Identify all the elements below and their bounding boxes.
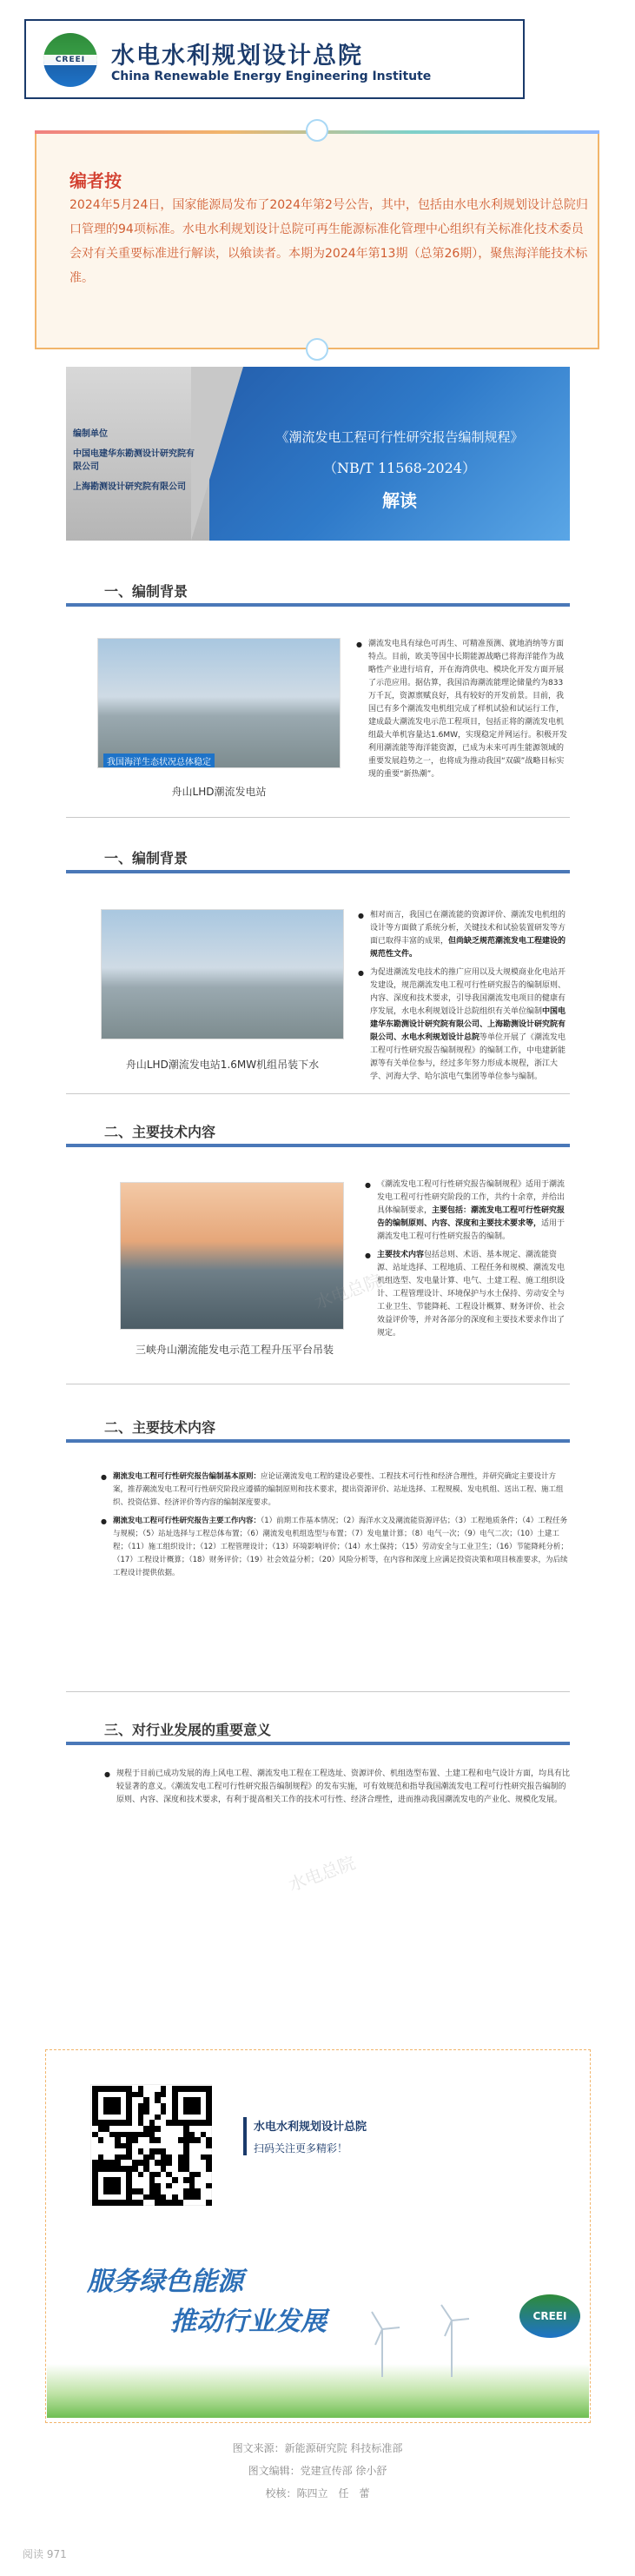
qr-module [189,2172,195,2178]
qr-module [92,2103,98,2109]
banner-subtitle: 解读 [382,490,417,511]
qr-module [109,2120,116,2126]
qr-module [121,2143,127,2149]
qr-module [195,2194,201,2201]
qr-module [206,2120,212,2126]
qr-module [206,2166,212,2172]
qr-module [172,2177,178,2183]
qr-module [178,2120,184,2126]
qr-module [143,2103,149,2109]
qr-module [149,2120,155,2126]
credit-proof: 校核：陈四立 任 蕾 [265,2487,370,2500]
qr-module [121,2154,127,2161]
section-divider [66,1144,570,1147]
decor-circle-icon [306,119,328,142]
qr-module [206,2183,212,2189]
qr-module [206,2200,212,2206]
creei-logo-icon [43,33,97,87]
qr-module [149,2172,155,2178]
qr-module [138,2160,144,2166]
banner-divider [191,367,243,541]
qr-module [109,2086,116,2092]
qr-module [109,2108,116,2115]
bullet-item [104,1768,570,1807]
qr-module [149,2194,155,2201]
crane-platform-photo [120,1182,344,1330]
qr-module [155,2172,161,2178]
qr-module [206,2092,212,2098]
section-title: 二、主要技术内容 [104,1124,216,1140]
section-end-line [66,1093,570,1094]
qr-module [201,2132,207,2138]
qr-module [166,2200,172,2206]
credit-editor: 图文编辑：党建宣传部 徐小舒 [248,2465,387,2477]
bullet-item [356,638,569,781]
qr-module [178,2160,184,2166]
section-end-line [66,817,570,818]
bullet-bold: 主要技术内容 [377,1251,425,1259]
decor-circle-icon [306,338,328,361]
banner-title: 《潮流发电工程可行性研究报告编制规程》 [275,429,524,445]
photo-tag: 我国海洋生态状况总体稳定 [103,754,215,768]
bullet-bold: 中国电建华东勘测设计研究院有限公司、上海勘测设计研究院有限公司、水电水利规划设计总院 [370,1007,566,1042]
qr-module [206,2160,212,2166]
qr-module [121,2120,127,2126]
org-name-en: China Renewable Energy Engineering Institute [111,70,432,83]
qr-module [149,2154,155,2161]
bullet-item [101,1471,570,1510]
section-bullets [358,909,571,1089]
qr-module [172,2194,178,2201]
qr-module [183,2154,189,2161]
unit-1: 中国电建华东勘测设计研究院有限公司 [73,449,195,472]
bullet-bold: 主要包括：潮流发电工程可行性研究报告的编制原则、内容、深度和主要技术要求等， [377,1206,566,1228]
qr-module [155,2115,161,2121]
qr-module [98,2160,104,2166]
qr-module [121,2132,127,2138]
read-count: 阅读 971 [23,2548,67,2560]
editor-note-body: 2024年5月24日，国家能源局发布了2024年第2号公告，其中，包括由水电水利规划设计总院归口管理的94项标准。水电水利规划设计总院可再生能源标准化管理中心组织有关标准化技术委员会对有关重要标准进行解读，以飨读者。本期为2024年第13期（总第26期），聚焦海洋能技术标准。 [69,198,588,285]
qr-module [126,2115,132,2121]
qr-module [155,2137,161,2143]
banner-units [73,428,195,494]
qr-module [92,2132,98,2138]
qr-hint: 扫码关注更多精彩！ [254,2142,348,2154]
bullet-item [358,966,571,1084]
photo-caption: 舟山LHD潮流发电站 [171,786,267,798]
logo-band: CREEI [43,55,97,65]
qr-module [98,2154,104,2161]
qr-module [109,2166,116,2172]
qr-module [189,2132,195,2138]
section-paragraphs [104,1768,570,1812]
qr-module [161,2194,167,2201]
qr-module [109,2200,116,2206]
qr-module [161,2154,167,2161]
qr-module [149,2183,155,2189]
bullet-item [365,1249,570,1340]
qr-module [138,2120,144,2126]
qr-module [109,2103,116,2109]
bullet-text: 适用于潮流发电工程可行性研究报告的编制。 [377,1219,566,1241]
qr-module [115,2160,121,2166]
qr-module [121,2166,127,2172]
qr-module [132,2137,138,2143]
qr-module [138,2103,144,2109]
qr-module [195,2103,201,2109]
bullet-text: 等单位开展了《潮流发电工程可行性研究报告编制规程》的编制工作，中电建新能源等有关单位参与，经过多年努力形成本规程，浙江大学、河海大学、哈尔滨电气集团等单位参与编制。 [370,1033,566,1081]
qr-module [138,2132,144,2138]
section-title: 一、编制背景 [104,850,189,866]
qr-module [166,2154,172,2161]
qr-module [178,2166,184,2172]
watermark: 水电总院 [285,1851,359,1895]
qr-module [178,2137,184,2143]
unit-2: 上海勘测设计研究院有限公司 [73,482,186,492]
banner-standard-code: （NB/T 11568-2024） [323,460,476,476]
qr-module [178,2154,184,2161]
qr-module [92,2092,98,2098]
qr-module [126,2120,132,2126]
qr-module [126,2103,132,2109]
qr-module [143,2108,149,2115]
bullet-item [365,1178,570,1244]
qr-org-name: 水电水利规划设计总院 [254,2121,367,2134]
qr-module [155,2183,161,2189]
qr-module [115,2108,121,2115]
photo-caption: 舟山LHD潮流发电站1.6MW机组吊装下水 [125,1059,320,1071]
bullet-text: 相对而言，我国已在潮流能的资源评价、潮流发电机组的设计等方面做了系统分析，关键技术和试验装置研发等方面已取得丰富的成果， [370,911,566,946]
qr-module [189,2086,195,2092]
credit-source: 图文来源：新能源研究院 科技标准部 [232,2442,403,2454]
qr-module [126,2194,132,2201]
section-divider [66,870,570,873]
bullet-bold: 潮流发电工程可行性研究报告主要工作内容： [113,1517,261,1525]
qr-module [172,2103,178,2109]
section-divider [66,1439,570,1443]
qr-module [201,2120,207,2126]
qr-module [166,2120,172,2126]
qr-module [121,2086,127,2092]
bullet-item [358,909,571,961]
bullet-text: 应论证潮流发电工程的建设必要性、工程技术可行性和经济合理性，并研究确定主要设计方案，推荐潮流发电工程可行性研究阶段应遵循的编制原则和技术要求，提出资源评价、站址选择、工程规模、发电机组、送出工程、施工组织、投资估算、经济评价等内容的编制深度要求。 [113,1472,564,1507]
unit-label: 编制单位 [73,429,108,439]
qr-module [161,2160,167,2166]
qr-module [178,2200,184,2206]
qr-module [126,2183,132,2189]
slogan-line-1: 服务绿色能源 [87,2267,243,2297]
qr-module [115,2188,121,2194]
turbine-lift-photo [101,909,344,1039]
section-title: 一、编制背景 [104,583,189,600]
qr-module [98,2200,104,2206]
qr-module [92,2172,98,2178]
qr-module [109,2132,116,2138]
section-title: 三、对行业发展的重要意义 [104,1722,272,1738]
qr-module [149,2132,155,2138]
qr-module [206,2154,212,2161]
qr-module [195,2137,201,2143]
qr-module [92,2194,98,2201]
qr-module [126,2092,132,2098]
qr-module [178,2086,184,2092]
qr-module [189,2103,195,2109]
qr-module [206,2115,212,2121]
qr-module [161,2200,167,2206]
org-name-cn: 水电水利规划设计总院 [111,43,363,70]
bullet-text: 为促进潮流发电技术的推广应用以及大规模商业化电站开发建设，规范潮流发电工程可行性研究报告的编制原则、内容、深度和技术要求，引导我国潮流发电项目的健康有序发展，水电水利规划设计总院组织有关单位编制 [370,968,566,1016]
qr-module [126,2132,132,2138]
qr-module [161,2108,167,2115]
section-bullets [365,1178,570,1345]
qr-module [98,2120,104,2126]
qr-module [115,2183,121,2189]
qr-module [98,2126,104,2132]
qr-module [189,2137,195,2143]
bullet-text: 潮流发电具有绿色可再生、可精准预测、就地消纳等方面特点。目前，欧美等国中长期能源战略已将海洋能作为战略性产业进行培育，开在海湾供电、模块化开发方面开展了示范应用。据估算，我国沿海潮流能理论储量约为833万千瓦，资源禀赋良好，具有较好的开发前景。目前，我国已有多个潮流发电机组完成了样机试验和试运行工作，建成最大潮流发电示范工程项目，包括正将的潮流发电机组最大单机容量达1.6MW，实现稳定并网运行。积极开发利用潮流能等海洋能资源，已成为未来可再生能源领域的重要发展趋势之一，也将成为推动我国“双碳”战略目标实现的重要“新热潮”。 [368,640,567,779]
watermark: 水电总院 [311,1269,385,1313]
qr-module [189,2194,195,2201]
qr-module [138,2188,144,2194]
qr-module [161,2092,167,2098]
section-bullets [356,638,569,787]
qr-module [115,2103,121,2109]
qr-module [155,2126,161,2132]
qr-module [172,2092,178,2098]
qr-module [109,2188,116,2194]
qr-module [138,2200,144,2206]
qr-module [166,2172,172,2178]
qr-module [161,2103,167,2109]
qr-module [183,2143,189,2149]
qr-module [109,2183,116,2189]
photo-caption: 三峡舟山潮流能发电示范工程升压平台吊装 [135,1344,334,1356]
bullet-text: 包括总则、术语、基本规定、潮流能资源、站址选择、工程地质、工程任务和规模、潮流发电机组选型、发电量计算、电气、土建工程、施工组织设计、工程管理设计、环境保护与水土保持、劳动安全与工业卫生、节能降耗、工程设计概算、财务评价、社会效益评价等，并对各部分的深度和主要技术要求作出了规定。 [377,1251,566,1338]
bullet-bold: 但尚缺乏规范潮流发电工程建设的规范性文件。 [370,937,566,959]
wind-turbines-icon [347,2303,513,2381]
qr-module [189,2183,195,2189]
qr-module [126,2172,132,2178]
qr-module [206,2103,212,2109]
qr-module [201,2086,207,2092]
qr-module [138,2115,144,2121]
editor-note-title: 编者按 [69,170,122,191]
bullet-text: 规程于目前已成功发展的海上风电工程、潮流发电工程在工程选址、资源评价、机组选型布置、土建工程和电气设计方面，均具有比较显著的意义。《潮流发电工程可行性研究报告编制规程》的发布实施，可有效规范和指导我国潮流发电工程可行性研究报告编制的原则、内容、深度和技术要求，有利于提高相关工作的技术可行性、经济合理性，进而推动我国潮流发电的产业化、规模化发展。 [116,1769,571,1804]
qr-module [195,2172,201,2178]
section-title: 二、主要技术内容 [104,1419,216,1436]
bullet-text: （1）前期工作基本情况；（2）海洋水文及潮流能资源评估；（3）工程地质条件；（4）工程任务与规模；（5）站址选择与工程总体布置；（6）潮流发电机组选型与布置；（7）发电量计算；（8）电气一次；（9）电气二次；（10）土建工程；（11）施工组织设计；（12）工程管理设计；（13）环境影响评价；（14）水土保持；（15）劳动安全与工业卫生；（16）节能降耗分析；（17）工程设计概算；（18）财务评价；（19）社会效益分析；（20）风险分析等，在内容和深度上应满足投资决策和项目核准要求，为后续工程设计提供依据。 [113,1517,568,1577]
section-end-line [66,1691,570,1692]
qr-module [92,2183,98,2189]
qr-module [166,2183,172,2189]
qr-module [183,2160,189,2166]
qr-module [126,2154,132,2161]
qr-module [189,2120,195,2126]
qr-module [109,2160,116,2166]
qr-module [149,2137,155,2143]
qr-module [98,2166,104,2172]
qr-module [126,2200,132,2206]
creei-badge-icon: CREEI [519,2294,580,2338]
qr-module [98,2086,104,2092]
qr-module [172,2115,178,2121]
qr-module [189,2108,195,2115]
qr-module [195,2108,201,2115]
qr-code-icon[interactable] [90,2084,212,2206]
tidal-station-photo [97,638,341,768]
bullet-item [101,1515,570,1580]
slogan-line-2: 推动行业发展 [170,2307,327,2337]
qr-module [161,2166,167,2172]
section-divider [66,603,570,607]
qr-caption [243,2117,367,2155]
qr-module [138,2172,144,2178]
qr-module [126,2143,132,2149]
qr-module [143,2160,149,2166]
qr-module [201,2154,207,2161]
qr-module [92,2115,98,2121]
qr-module [138,2092,144,2098]
qr-module [206,2143,212,2149]
qr-module [138,2148,144,2154]
section-paragraphs [101,1471,570,1585]
qr-module [121,2200,127,2206]
qr-module [166,2160,172,2166]
section-divider [66,1742,570,1745]
bullet-bold: 潮流发电工程可行性研究报告编制基本原则： [113,1472,261,1481]
bullet-text: 《潮流发电工程可行性研究报告编制规程》适用于潮流发电工程可行性研究阶段的工作，共约十余章，并给出具体编制要求， [377,1180,566,1215]
qr-module [98,2137,104,2143]
